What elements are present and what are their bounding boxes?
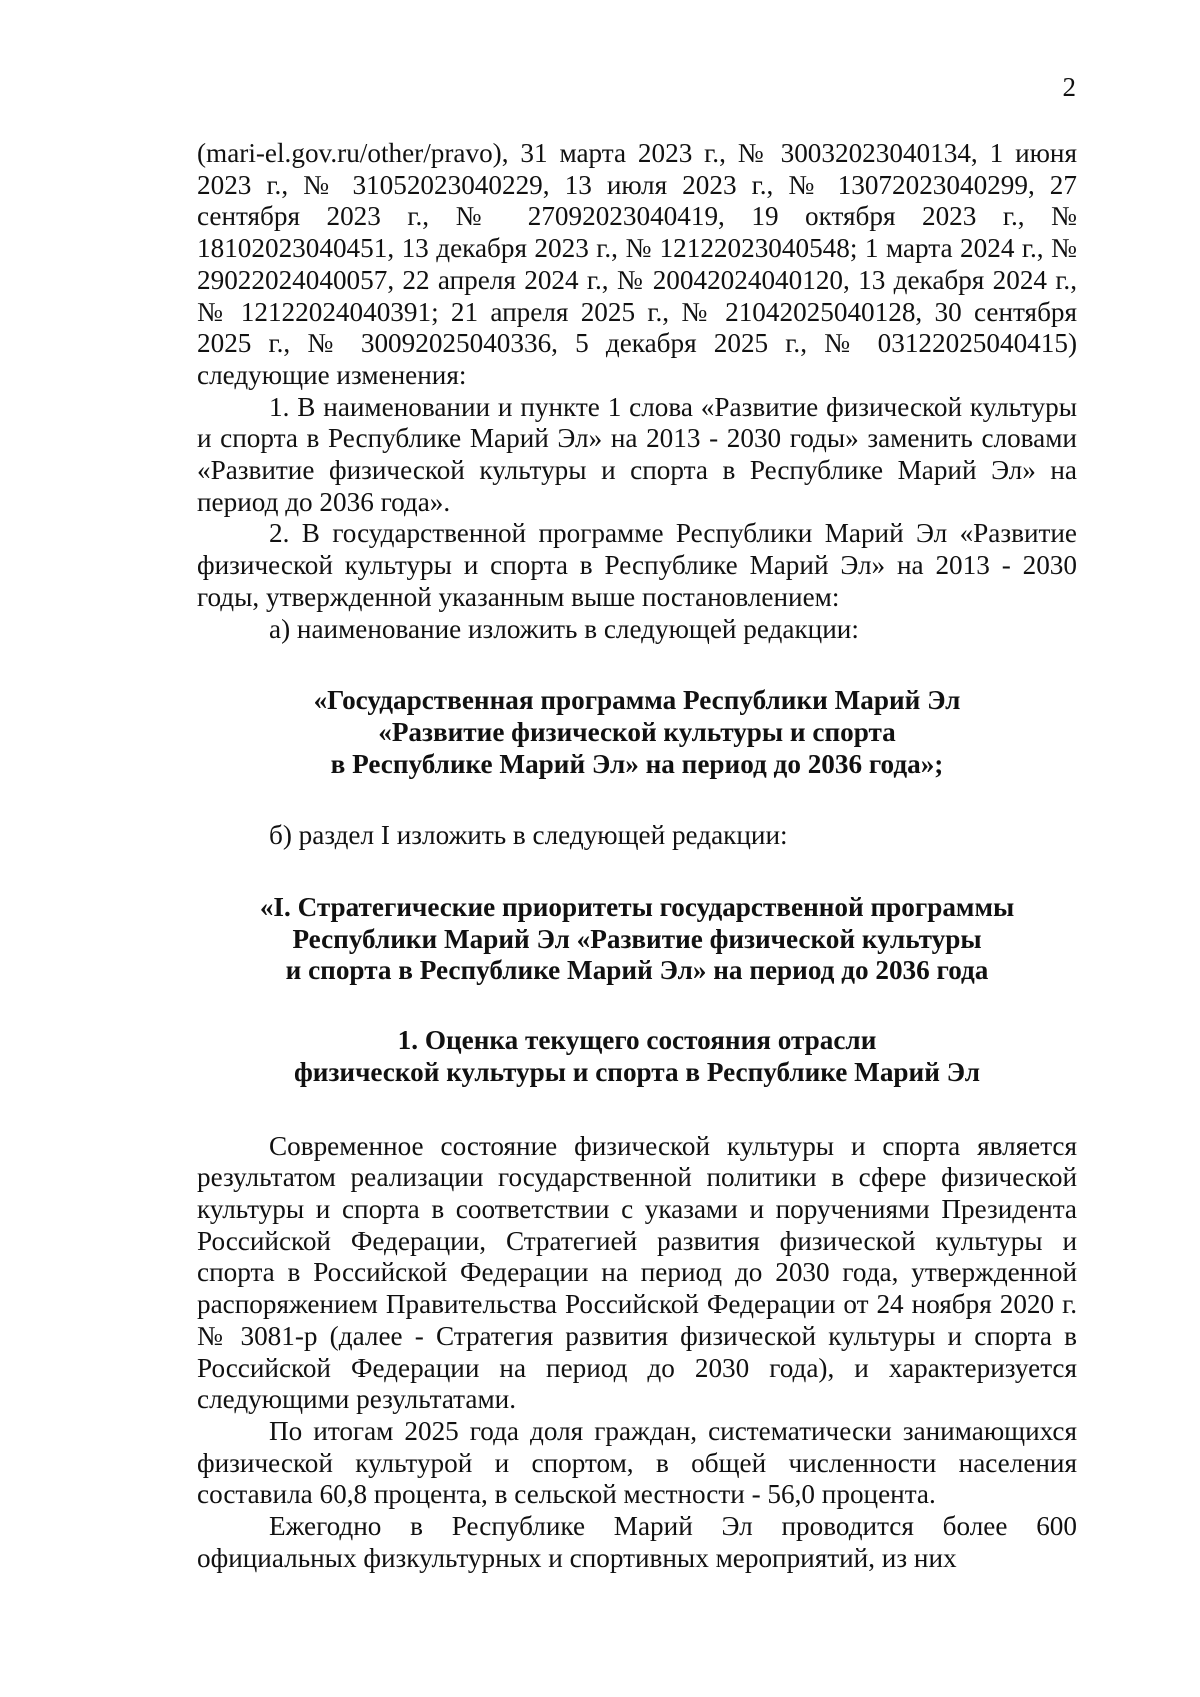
intro-paragraph: (mari-el.gov.ru/other/pravo), 31 марта 2023 г., № 30032023040134, 1 июня 2023 г., № 31052023040229, 13 июля 2023 г., № 13072023040299, 27 сентября 2023 г., № 27092023040419, 19 октября 2023 г., № 18102023040451, 13 декабря 2023 г., № 12122023040548; 1 марта 2024 г., № 29022024040057, 22 апреля 2024 г., № 20042024040120, 13 декабря 2024 г., № 12122024040391; 21 апреля 2025 г., № 21042025040128, 30 сентября 2025 г., № 30092025040336, 5 декабря 2025 г., № 03122025040415) следующие изменения: xyxy=(197,138,1077,390)
section-title-line-3: и спорта в Республике Марий Эл» на период до 2036 года xyxy=(285,955,989,986)
section-title-heading xyxy=(197,892,1077,987)
subsection-title-line-2: физической культуры и спорта в Республике Марий Эл xyxy=(294,1056,980,1087)
amendment-item-2: 2. В государственной программе Республики Марий Эл «Развитие физической культуры и спорта в Республике Марий Эл» на 2013 - 2030 годы, утвержденной указанным выше постановлением: xyxy=(197,518,1077,612)
body-paragraph-2: По итогам 2025 года доля граждан, систематически занимающихся физической культурой и спортом, в общей численности населения составила 60,8 процента, в сельской местности - 56,0 процента. xyxy=(197,1415,1077,1510)
body-paragraph-3: Ежегодно в Республике Марий Эл проводится более 600 официальных физкультурных и спортивных мероприятий, из них xyxy=(197,1511,1077,1573)
program-title-heading xyxy=(197,685,1077,780)
subsection-title-heading xyxy=(197,1025,1077,1088)
body-paragraph-1: Современное состояние физической культуры и спорта является результатом реализации государственной политики в сфере физической культуры и спорта в соответствии с указами и поручениями Президента Российской Федерации, Стратегией развития физической культуры и спорта в Российской Федерации на период до 2030 года, утвержденной распоряжением Правительства Российской Федерации от 24 ноября 2020 г. № 3081-р (далее - Стратегия развития физической культуры и спорта в Российской Федерации на период до 2030 года), и характеризуется следующими результатами. xyxy=(197,1130,1077,1415)
section-title-line-1: «I. Стратегические приоритеты государственной программы xyxy=(259,892,1015,923)
section-title-line-2: Республики Марий Эл «Развитие физической культуры xyxy=(292,923,982,954)
subitem-b: б) раздел I изложить в следующей редакции: xyxy=(269,820,788,851)
program-title-line-2: «Развитие физической культуры и спорта xyxy=(378,716,896,747)
subitem-a: а) наименование изложить в следующей редакции: xyxy=(269,613,859,644)
page-number: 2 xyxy=(1062,72,1076,102)
amendment-item-1: 1. В наименовании и пункте 1 слова «Развитие физической культуры и спорта в Республике Марий Эл» на 2013 - 2030 годы» заменить словами «Развитие физической культуры и спорта в Республике Марий Эл» на период до 2036 года». xyxy=(197,391,1077,517)
subsection-title-line-1: 1. Оценка текущего состояния отрасли xyxy=(397,1025,877,1056)
program-title-line-3: в Республике Марий Эл» на период до 2036 года»; xyxy=(330,748,944,779)
document-body xyxy=(197,138,1077,1574)
program-title-line-1: «Государственная программа Республики Марий Эл xyxy=(313,685,961,716)
